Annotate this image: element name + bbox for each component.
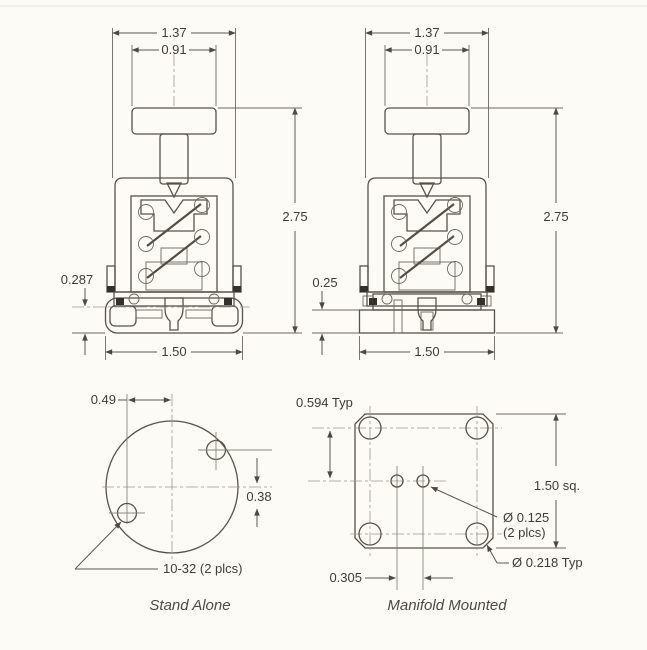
dim-hole-offset: 0.49: [90, 392, 116, 407]
flange-seal-left: [116, 298, 124, 305]
flange-screw-left: [382, 294, 392, 304]
valve-upper-assembly: [107, 54, 241, 292]
dim-mount-hole-dia: Ø 0.218 Typ: [512, 555, 583, 570]
flange-seal-right: [477, 298, 485, 305]
dim-height-right: 2.75: [543, 209, 569, 224]
side-port-left: [110, 306, 136, 326]
dim-height-left: 2.75: [282, 209, 308, 224]
port-channel-right: [186, 310, 212, 318]
pilot-passage: [394, 300, 402, 333]
bottom-view-stand-alone: [75, 392, 272, 614]
valve-upper-assembly: [360, 54, 494, 292]
dim-pilot-spacing: 0.305: [329, 570, 362, 585]
dim-port-offset-left: 0.287: [60, 272, 94, 287]
dim-pilot-hole-qty: (2 plcs): [503, 525, 546, 540]
dim-overall-width-right: 1.37: [414, 25, 440, 40]
dim-overall-width-left: 1.37: [161, 25, 187, 40]
base-upper-step: [373, 294, 481, 310]
dim-hole-height: 0.38: [246, 489, 272, 504]
dim-pilot-hole-dia: Ø 0.125: [503, 510, 550, 525]
flange-screw-left: [129, 294, 139, 304]
dim-square-size: 1.50 sq.: [533, 478, 581, 493]
dimensions-stand-alone-section: [61, 25, 308, 360]
poppet: [165, 298, 183, 330]
flange-seal-left: [369, 298, 377, 305]
port-channel-left: [136, 310, 162, 318]
dim-knob-width-left: 0.91: [161, 42, 187, 57]
section-view-manifold: [360, 54, 495, 333]
dim-edge-offset: 0.594 Typ: [296, 395, 353, 410]
flange-screw-right: [462, 294, 472, 304]
caption-manifold-mounted: Manifold Mounted: [387, 597, 507, 614]
bottom-view-manifold: [296, 395, 583, 614]
thread-callout: 10-32 (2 plcs): [163, 561, 243, 576]
dim-base-width-left: 1.50: [161, 344, 187, 359]
flange-seal-right: [224, 298, 232, 305]
dim-base-width-right: 1.50: [414, 344, 440, 359]
dim-port-offset-right: 0.25: [312, 275, 338, 290]
caption-stand-alone: Stand Alone: [149, 597, 231, 614]
valve-base-standalone: [106, 298, 243, 333]
flange-screw-right: [209, 294, 219, 304]
side-port-right: [212, 306, 238, 326]
dim-knob-width-right: 0.91: [414, 42, 440, 57]
section-view-stand-alone: [106, 54, 243, 333]
